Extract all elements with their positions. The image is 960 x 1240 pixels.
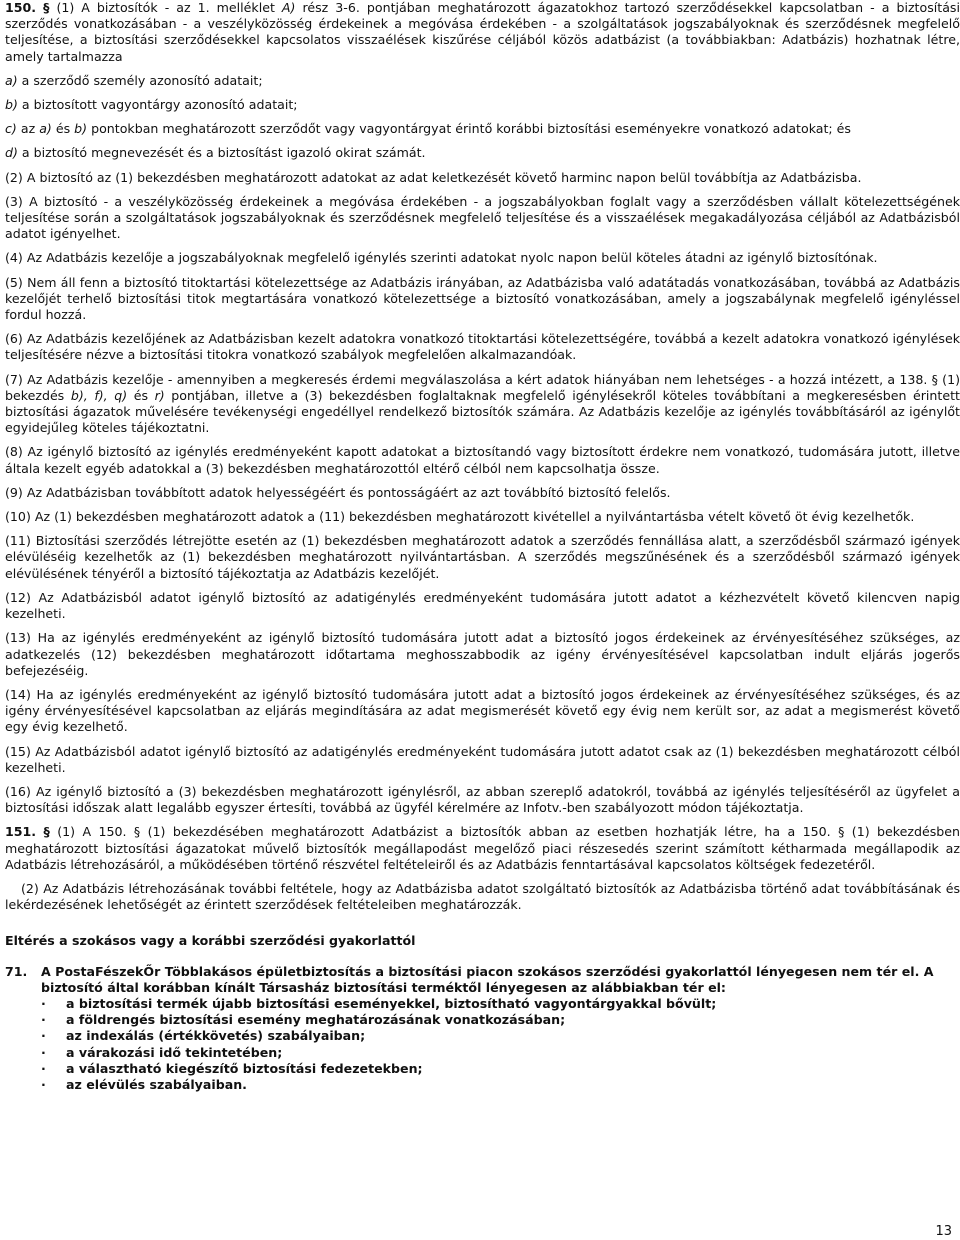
list-item-a: a) a szerződő személy azonosító adatait; — [5, 72, 263, 88]
art150-paragraph-11: (11) Biztosítási szerződés létrejötte esetén az (1) bekezdésben meghatározott adatok a szerződés fennállása alatt, a szerződésből származó igények elévüléséig kezelhetők az (1) bekezdésben meghatározott nyilvántartásban. A szerződés megszűnésének és a szerződésből származó igények elévülésének tényéről a biztosító tájékoztatja az Adatbázis kezelőjét. — [5, 533, 960, 581]
list-item: · a földrengés biztosítási esemény meghatározásának vonatkozásában; — [5, 1012, 960, 1028]
art150-paragraph-16: (16) Az igénylő biztosító a (3) bekezdésben meghatározott igénylésről, az abban szereplő adatokról, továbbá az igénylés teljesítéséről az ügyfelet a biztosítási időszak alatt legalább egyszer értesíti, továbbá az ügyfél kérelmére az Infotv.-ben szabályozott módon tájékoztatja. — [5, 783, 960, 816]
list-item-b: b) a biztosított vagyontárgy azonosító adatait; — [5, 97, 298, 113]
document-page — [5, 0, 960, 1093]
art150-paragraph-10: (10) Az (1) bekezdésben meghatározott adatok a (11) bekezdésben meghatározott kivétellel a nyilvántartásba vételt követő öt évig kezelhetők. — [5, 509, 915, 525]
article-number: 150. — [5, 0, 37, 15]
section-symbol: § — [43, 824, 50, 840]
art150-paragraph-14: (14) Ha az igénylés eredményeként az igénylő biztosító tudomására jutott adat a biztosító jogos érdekeinek az érvényesítéséhez szükséges, és az igény érvényesítésével kapcsolatban az eljárás megindítására az adat megismerését követő egy évig nem került sor, az adat a megismerést követő egy évig kezelhető. — [5, 686, 960, 735]
item-number: 71. — [5, 963, 28, 979]
art150-paragraph-5: (5) Nem áll fenn a biztosító titoktartási kötelezettsége az Adatbázis irányában, az Adatbázisba való adatátadás vonatkozásában, továbbá az Adatbázis kezelőjét terhelő biztosítási titok megtartására vonatkozó kötelezettsége a biztosító vonatkozásában, amely a jogszabálynak megfelelő igényléssel fordul hozzá. — [5, 274, 960, 323]
list-item: · a várakozási idő tekintetében; — [5, 1045, 960, 1061]
list-item: · a biztosítási termék újabb biztosítási eseményekkel, biztosítható vagyontárgyakkal bővült; — [5, 996, 960, 1012]
art150-paragraph-2: (2) A biztosító az (1) bekezdésben meghatározott adatokat az adat keletkezését követő harminc napon belül továbbítja az Adatbázisba. — [5, 169, 862, 185]
art150-paragraph-6: (6) Az Adatbázis kezelőjének az Adatbázisban kezelt adatokra vonatkozó titoktartási kötelezettségére, továbbá a kezelt adatokra vonatkozó igénylések teljesítésére nézve a biztosítási titokra vonatkozó szabályok megfelelően alkalmazandóak. — [5, 331, 960, 363]
list-item: · az indexálás (értékkövetés) szabályaiban; — [5, 1028, 960, 1044]
art151-paragraph-2: (2) Az Adatbázis létrehozásának további feltétele, hogy az Adatbázisba adatot szolgáltató biztosítók az Adatbázisba történő adat továbbításának és lekérdezésének lehetőségét az érintett szerződések feltételeiben meghatározzák. — [5, 880, 960, 913]
art150-paragraph-1: 150. § (1) A biztosítók - az 1. melléklet A) rész 3-6. pontjában meghatározott ágazatokhoz tartozó szerződésekkel kapcsolatban - a biztosítási szerződés vonatkozásában - a veszélyközösség érdekeinek a megóvása érdekében - a szolgáltatások jogszabályoknak és szerződésnek megfelelő teljesítése, a biztosítási szerződésekkel kapcsolatos visszaélések kiszűrése céljából közös adatbázist (a továbbiakban: Adatbázis) hozhatnak létre, amely tartalmazza — [5, 0, 960, 64]
list-item: · a választható kiegészítő biztosítási fedezetekben; — [5, 1061, 960, 1077]
page-number: 13 — [935, 1224, 952, 1239]
list-item-d: d) a biztosító megnevezését és a biztosítást igazoló okirat számát. — [5, 145, 426, 161]
art150-paragraph-15: (15) Az Adatbázisból adatot igénylő biztosító az adatigénylés eredményeként tudomására jutott adatot csak az (1) bekezdésben meghatározott célból kezelheti. — [5, 743, 960, 775]
bullet-list — [5, 996, 960, 1093]
art150-paragraph-12: (12) Az Adatbázisból adatot igénylő biztosító az adatigénylés eredményeként tudomására jutott adatot a kézhezvételt követő kilencven napig kezelheti. — [5, 589, 960, 622]
art150-paragraph-4: (4) Az Adatbázis kezelője a jogszabályoknak megfelelő igénylés szerinti adatokat nyolc napon belül köteles átadni az igénylő biztosítónak. — [5, 250, 878, 266]
art150-paragraph-9: (9) Az Adatbázisban továbbított adatok helyességéért és pontosságáért az azt továbbító biztosító felelős. — [5, 484, 671, 500]
section-heading: Eltérés a szokásos vagy a korábbi szerződési gyakorlattól — [5, 933, 416, 949]
list-item-c: c) az a) és b) pontokban meghatározott szerződőt vagy vagyontárgyat érintő korábbi biztosítási eseményekre vonatkozó adatokat; és — [5, 121, 851, 137]
art150-paragraph-7: (7) Az Adatbázis kezelője - amennyiben a megkeresés érdemi megválaszolása a kért adatok hiányában nem lehetséges - a hozzá intézett, a 138. § (1) bekezdés b), f), q) és r) pontjában, illetve a (3) bekezdésben foglaltaknak megfelelő igénylésekről köteles továbbítani a megkeresésben érintett biztosítási ágazatok művelésére tevékenységi engedéllyel rendelkező biztosítók számára. Az Adatbázis kezelője az igénylés továbbításáról az igénylőt egyidejűleg köteles tájékoztatni. — [5, 371, 960, 436]
item-text: A PostaFészekŐr Többlakásos épületbiztosítás a biztosítási piacon szokásos szerződési gyakorlattól lényegesen nem tér el. A biztosító által korábban kínált Társasház biztosítási terméktől lényegesen az alábbiakban tér el: — [41, 963, 934, 995]
art150-paragraph-3: (3) A biztosító - a veszélyközösség érdekeinek a megóvása érdekében - a jogszabályokban foglalt vagy a szerződésben vállalt kötelezettségének teljesítése során a szolgáltatások jogszabályoknak és szerződésnek megfelelő teljesítése és a visszaélések megakadályozása céljából az Adatbázisból adatot igényelhet. — [5, 193, 960, 242]
article-number: 151. — [5, 824, 37, 840]
list-item: · az elévülés szabályaiban. — [5, 1077, 960, 1093]
art150-paragraph-8: (8) Az igénylő biztosító az igénylés eredményeként kapott adatokat a biztosítandó vagy biztosított érdekre nem vonatkozó, tudomására jutott, illetve általa kezelt egyéb adatokkal a (3) bekezdésben meghatározottól eltérő célból nem kapcsolhatja össze. — [5, 444, 960, 476]
art151-paragraph-1: 151. § (1) A 150. § (1) bekezdésében meghatározott Adatbázist a biztosítók abban az esetben hozhatják létre, ha a 150. § (1) bekezdésben meghatározott biztosítási ágazatokat művelő biztosítók megállapodást megelőző piaci részesedés szerint számított kétharmada megállapodik az Adatbázis létrehozásáról, a működésében történő részvétel feltételeiről és az Adatbázis fenntartásával kapcsolatos költségek fedezetéről. — [5, 824, 960, 872]
item-71 — [5, 964, 960, 996]
art150-paragraph-13: (13) Ha az igénylés eredményeként az igénylő biztosító tudomására jutott adat a biztosító jogos érdekeinek az érvényesítéséhez szükséges, az adatkezelés (12) bekezdésben meghatározott időtartama meghosszabbodik az igény érvényesítésével kapcsolatban indult eljárás jogerős befejezéséig. — [5, 630, 960, 678]
section-symbol: § — [43, 0, 50, 15]
